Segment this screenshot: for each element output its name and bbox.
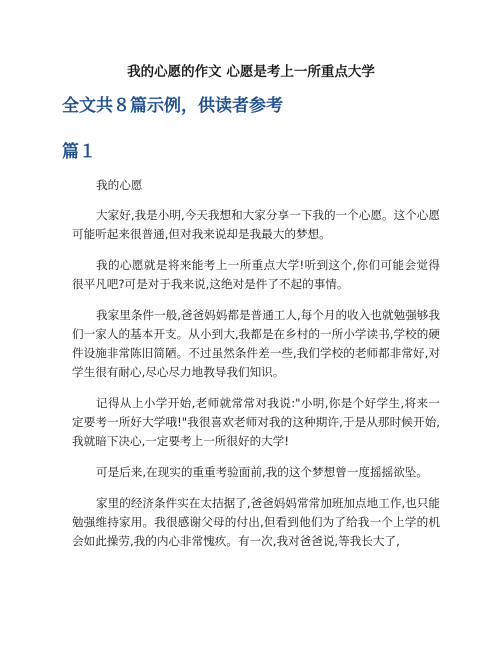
- paragraph: 我的心愿就是将来能考上一所重点大学!听到这个,你们可能会觉得很平凡吧?可是对于我来说,这绝对是件了不起的事情。: [72, 258, 440, 291]
- paragraph: 大家好,我是小明,今天我想和大家分享一下我的一个心愿。这个心愿可能听起来很普通,但对我来说却是我最大的梦想。: [72, 208, 440, 241]
- article-heading-line: 我的心愿: [96, 178, 143, 192]
- document-subtitle: 全文共８篇示例，供读者参考: [62, 96, 283, 116]
- paragraph: 我家里条件一般,爸爸妈妈都是普通工人,每个月的收入也就勉强够我们一家人的基本开支。从小到大,我都是在乡村的一所小学读书,学校的硬件设施非常陈旧简陋。不过虽然条件差一些,我们学校的老师都非常好,对学生很有耐心,尽心尽力地教导我们知识。: [72, 308, 440, 379]
- paragraph: 家里的经济条件实在太拮据了,爸爸妈妈常常加班加点地工作,也只能勉强维持家用。我很感谢父母的付出,但看到他们为了给我一个上学的机会如此操劳,我的内心非常愧疚。有一次,我对爸爸说,等我长大了,: [72, 496, 440, 548]
- article-body: [72, 176, 440, 563]
- section-heading: 篇１: [62, 142, 96, 162]
- paragraph: 记得从上小学开始,老师就常常对我说:"小明,你是个好学生,将来一定要考一所好大学哦!"我很喜欢老师对我的这种期许,于是从那时候开始,我就暗下决心,一定要考上一所很好的大学!: [72, 396, 440, 448]
- document-title: 我的心愿的作文 心愿是考上一所重点大学: [127, 64, 375, 80]
- paragraph: 可是后来,在现实的重重考验面前,我的这个梦想曾一度摇摇欲坠。: [96, 465, 428, 479]
